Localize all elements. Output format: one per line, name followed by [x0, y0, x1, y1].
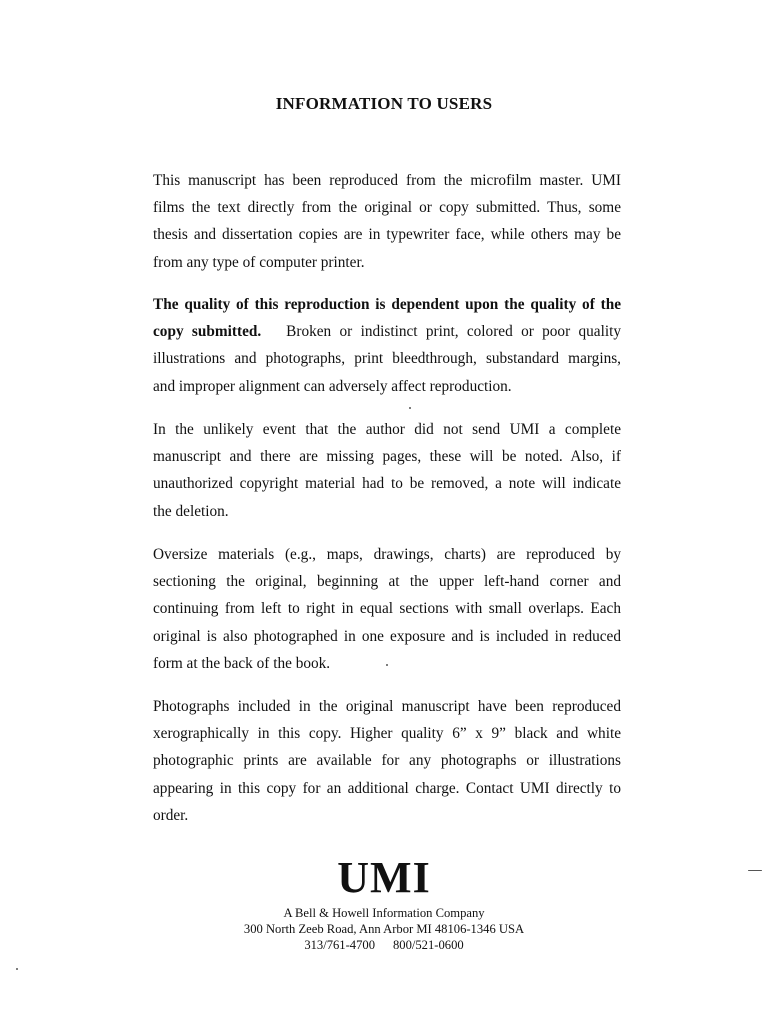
- text-line: appearing in this copy for an additional charge. Contact UMI directly to: [153, 779, 621, 797]
- text-line: continuing from left to right in equal sections with small overlaps. Each: [153, 600, 621, 618]
- text-line: original is also photographed in one exposure and is included in reduced: [153, 627, 621, 645]
- umi-logo: UMI: [337, 853, 431, 902]
- text-line: photographic prints are available for any photographs or illustrations: [153, 752, 621, 770]
- text-line: the deletion.: [153, 502, 229, 520]
- phone-number: 313/761-4700: [304, 938, 375, 952]
- text-line: [153, 318, 621, 345]
- paragraph-photographs: [153, 693, 621, 829]
- text-phrase: Broken or indistinct print, colored or poor quality: [286, 323, 621, 341]
- paragraph-missing-pages: [153, 416, 621, 525]
- paragraph-quality: [153, 291, 621, 400]
- text-line: sectioning the original, beginning at the upper left-hand corner and: [153, 573, 621, 591]
- text-line: form at the back of the book.: [153, 654, 331, 672]
- scan-speck: [748, 870, 762, 871]
- text-line: films the text directly from the original or copy submitted. Thus, some: [153, 199, 621, 217]
- company-line: A Bell & Howell Information Company: [283, 906, 485, 920]
- text-line: from any type of computer printer.: [153, 253, 365, 271]
- scan-speck: [16, 968, 18, 970]
- paragraph-oversize: [153, 541, 621, 677]
- text-line: Photographs included in the original manuscript have been reproduced: [153, 698, 621, 715]
- page-title: INFORMATION TO USERS: [275, 94, 493, 113]
- text-line: xerographically in this copy. Higher quality 6” x 9” black and white: [153, 725, 621, 743]
- text-line: thesis and dissertation copies are in typewriter face, while others may be: [153, 226, 621, 244]
- paragraph-reproduction: [153, 167, 621, 276]
- scan-speck: [386, 664, 388, 666]
- text-line: This manuscript has been reproduced from the microfilm master. UMI: [153, 172, 621, 189]
- fax-number: 800/521-0600: [393, 938, 464, 952]
- text-line: Oversize materials (e.g., maps, drawings, charts) are reproduced by: [153, 546, 621, 563]
- contact-line: [0, 937, 768, 953]
- text-line: manuscript and there are missing pages, these will be noted. Also, if: [153, 448, 621, 466]
- address-line: 300 North Zeeb Road, Ann Arbor MI 48106-1346 USA: [243, 922, 525, 936]
- text-line: order.: [153, 806, 189, 824]
- text-line: and improper alignment can adversely affect reproduction.: [153, 377, 512, 395]
- scan-speck: [409, 407, 411, 409]
- text-line-bold: The quality of this reproduction is dependent upon the quality of the: [153, 296, 621, 313]
- bold-phrase: copy submitted.: [153, 323, 262, 341]
- text-line: In the unlikely event that the author did not send UMI a complete: [153, 421, 621, 438]
- text-line: illustrations and photographs, print bleedthrough, substandard margins,: [153, 350, 621, 368]
- text-line: unauthorized copyright material had to be removed, a note will indicate: [153, 475, 621, 493]
